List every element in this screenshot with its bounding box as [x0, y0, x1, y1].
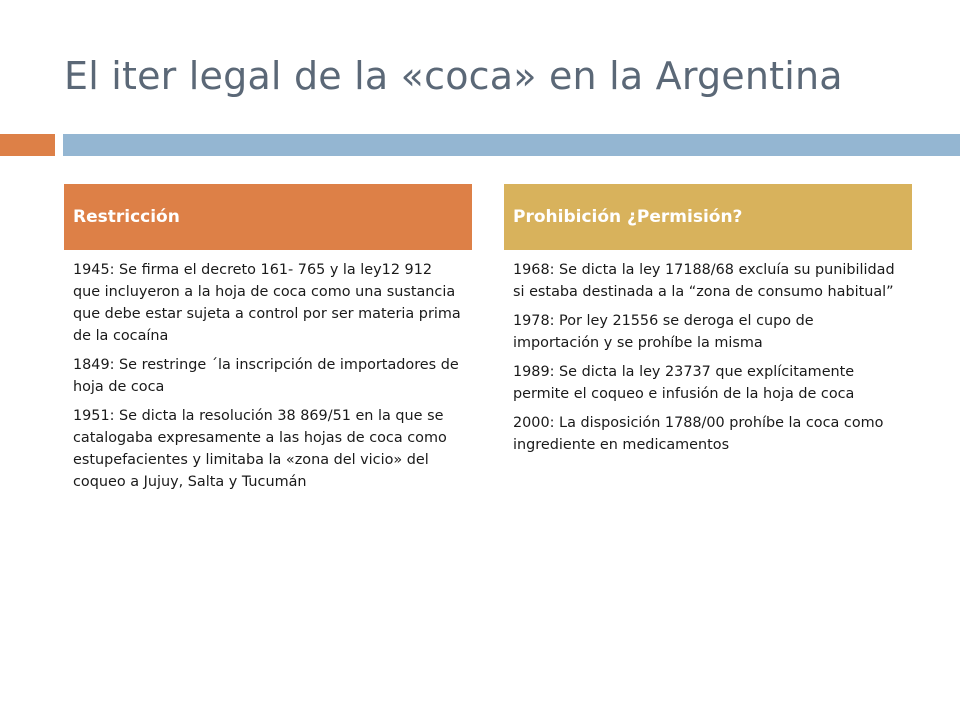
restriction-column	[64, 184, 472, 500]
prohibition-column	[504, 184, 912, 463]
prohibition-header-label: Prohibición ¿Permisión?	[513, 207, 743, 227]
prohibition-header	[504, 184, 912, 250]
prohibition-entry-2000: 2000: La disposición 1788/00 prohíbe la coca como ingrediente en medicamentos	[513, 415, 884, 453]
restriction-entry-1945: 1945: Se firma el decreto 161- 765 y la ley12 912 que incluyeron a la hoja de coca como una sustancia que debe estar sujeta a control por ser materia prima de la cocaína	[73, 262, 461, 344]
prohibition-entry-1978: 1978: Por ley 21556 se deroga el cupo de importación y se prohíbe la misma	[513, 313, 814, 351]
accent-bar-orange	[0, 134, 55, 156]
prohibition-entry-1968: 1968: Se dicta la ley 17188/68 excluía su punibilidad si estaba destinada a la “zona de consumo habitual”	[513, 262, 895, 300]
restriction-entry-1849: 1849: Se restringe ´la inscripción de importadores de hoja de coca	[73, 357, 459, 395]
slide-title: El iter legal de la «coca» en la Argentina	[64, 54, 843, 98]
accent-bar-blue	[63, 134, 960, 156]
prohibition-entry-1989: 1989: Se dicta la ley 23737 que explícitamente permite el coqueo e infusión de la hoja de coca	[513, 364, 855, 402]
restriction-body	[64, 250, 472, 493]
restriction-header-label: Restricción	[73, 207, 180, 227]
restriction-entry-1951: 1951: Se dicta la resolución 38 869/51 en la que se catalogaba expresamente a las hojas de coca como estupefacientes y limitaba la «zona del vicio» del coqueo a Jujuy, Salta y Tucumán	[73, 408, 447, 490]
prohibition-body	[504, 250, 912, 456]
restriction-header	[64, 184, 472, 250]
